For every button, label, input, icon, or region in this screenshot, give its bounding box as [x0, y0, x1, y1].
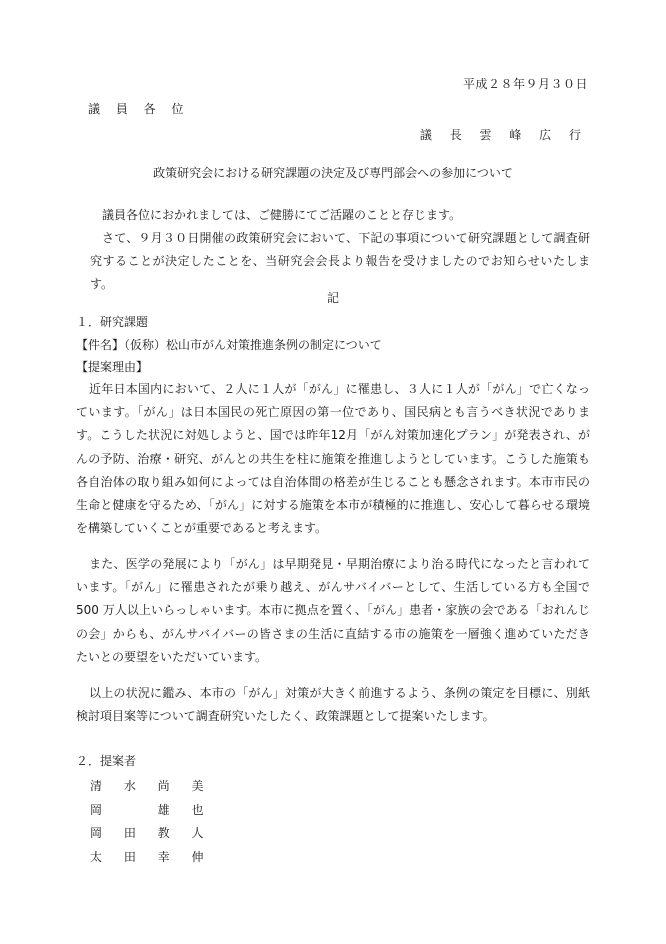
- addressee: 議 員 各 位: [88, 102, 190, 116]
- intro-paragraph: さて、９月３０日開催の政策研究会において、下記の事項について研究課題として調査研究することが決定したことを、当研究会会長より報告を受けましたのでお知らせいたします。: [90, 231, 590, 291]
- proposer-name: 岡 田 教 人: [90, 826, 213, 840]
- reason-paragraph: 近年日本国内において、２人に１人が「がん」に罹患し、３人に１人が「がん」で亡くなっています。「がん」は日本国民の死亡原因の第一位であり、国民病とも言うべき状況であります。こうした状況に対処しようと、国では昨年12月「がん対策加速化プラン」が発表され、がんの予防、治療・研究、がんとの共生を柱に施策を推進しようとしています。こうした施策も各自治体の取り組み如何によっては自治体間の格差が生じることも懸念されます。本市市民の生命と健康を守るため、｢がん」に対する施策を本市が積極的に推進し、安心して暮らせる環境を構築していくことが重要であると考えます。: [76, 382, 590, 536]
- sender: 議 長 雲 峰 広 行: [419, 128, 588, 142]
- reason-paragraph: 以上の状況に鑑み、本市の「がん」対策が大きく前進するよう、条例の策定を目標に、別紙検討項目案等について調査研究いたしたく、政策課題として提案いたします。: [76, 686, 590, 724]
- proposer-list: [90, 775, 212, 869]
- reason-paragraph: また、医学の発展により「がん」は早期発見・早期治療により治る時代になったと言われています。｢がん」に罹患されたが乗り越え、がんサバイバーとして、生活している方も全国で 500 万人以上いらっしゃいます。本市に拠点を置く、｢がん」患者・家族の会である「おれんじの会」からも、がんサバイバーの皆さまの生活に直結する市の施策を一層強く進めていただきたいとの要望をいただいています。: [76, 557, 590, 664]
- subject-line: 【件名】（仮称）松山市がん対策推進条例の制定について: [76, 338, 382, 352]
- section2-heading: ２．提案者: [76, 754, 137, 768]
- proposer-name: 太 田 幸 伸: [90, 849, 213, 864]
- document-title: 政策研究会における研究課題の決定及び専門部会への参加について: [153, 166, 513, 180]
- reason-body-2: [76, 553, 590, 669]
- ki-marker: 記: [326, 291, 339, 305]
- section1-heading: １．研究課題: [76, 315, 149, 329]
- reason-heading: 【提案理由】: [76, 360, 149, 374]
- reason-body-3: [76, 682, 590, 728]
- greeting-paragraph: 議員各位におかれましては、ご健勝にてご活躍のことと存じます。: [102, 208, 462, 222]
- document-date: 平成２８年９月３０日: [462, 77, 588, 91]
- proposer-name: 岡 雄 也: [90, 802, 213, 817]
- reason-body-1: [76, 378, 590, 540]
- proposer-name: 清 水 尚 美: [90, 779, 213, 793]
